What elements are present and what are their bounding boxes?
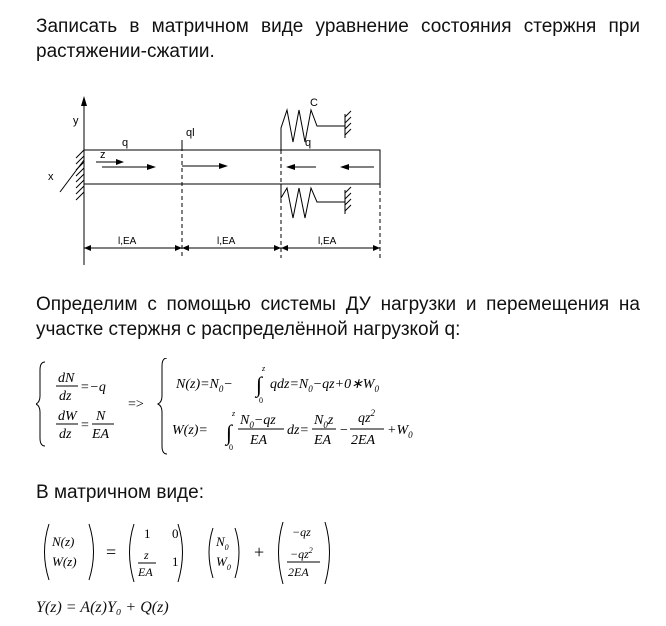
vec-N0: $N_0$ <box>216 534 229 552</box>
matrix-eq-sign: = <box>106 542 117 562</box>
frac1-numerator: $N_0-qz$ <box>240 413 276 430</box>
spring-c-label: C <box>310 97 318 109</box>
dz-denominator-1: dz <box>59 389 72 404</box>
a21-num: z <box>144 548 149 562</box>
frac3-denominator: 2EA <box>351 433 376 448</box>
vec-Nz: N(z) <box>52 534 75 549</box>
matrix-equation <box>36 520 356 588</box>
axis-x-label: x <box>48 171 54 183</box>
N-numerator: N <box>96 409 106 424</box>
axis-z-label: z <box>100 149 106 161</box>
load-ql-label: ql <box>186 127 195 139</box>
axis-y-label: y <box>73 115 79 127</box>
dW-numerator: dW <box>58 409 77 424</box>
integral-1-lower: 0 <box>259 396 263 405</box>
spring-top <box>281 110 351 150</box>
frac3-numerator: $qz^2$ <box>358 408 375 426</box>
integral-1-upper: z <box>262 364 266 373</box>
integral-1: ∫ <box>256 372 263 397</box>
ode-system <box>36 358 436 458</box>
integral-2-lower: 0 <box>229 443 233 452</box>
Nz-equation: $N(z)=N_0-$ <box>176 377 233 394</box>
load-q-right-label: q <box>305 137 312 149</box>
integral-2-upper: z <box>232 409 236 418</box>
dz-denominator-2: dz <box>59 427 72 442</box>
intro-text: Записать в матричном виде уравнение состояния стержня при растяжении-сжатии. <box>36 16 640 62</box>
frac1-denominator: EA <box>250 433 268 448</box>
load-q-left-label: q <box>122 137 129 149</box>
matrix-plus-sign: + <box>254 542 265 562</box>
final-equation: Y(z) = A(z)Y₀ + Q(z) <box>36 599 169 616</box>
a12: 0 <box>172 526 179 541</box>
implies-arrow: => <box>128 397 144 412</box>
fixed-wall <box>76 148 84 200</box>
minus-sign: − <box>340 423 348 438</box>
Nz-equation-rest: $qdz=N_0-qz+0∗W_0$ <box>270 377 379 394</box>
segment-1-label: l,EA <box>118 236 137 247</box>
dz-eq: dz= <box>287 423 309 438</box>
vec-W0: $W_0$ <box>216 554 231 572</box>
a21-den: EA <box>138 565 153 579</box>
integral-2: ∫ <box>226 420 233 445</box>
vec-Wz: W(z) <box>52 554 77 569</box>
dN-numerator: dN <box>58 371 75 386</box>
plus-W0: $+W_0$ <box>387 423 413 440</box>
segment-3-label: l,EA <box>318 236 337 247</box>
matrix-heading: В матричном виде: <box>36 482 204 503</box>
system-intro-text: Определим с помощью системы ДУ нагрузки и перемещения на участке стержня с распределённой нагрузкой q: <box>36 294 640 340</box>
Wz-label: W(z)= <box>172 423 208 438</box>
segment-2-label: l,EA <box>217 236 236 247</box>
rod-diagram <box>40 92 400 268</box>
frac2-numerator: $N_0z$ <box>314 413 334 430</box>
q-vec-2-den: 2EA <box>288 565 309 579</box>
q-vec-1: −qz <box>292 525 311 539</box>
spring-bottom <box>281 184 351 218</box>
eq-sign: = <box>81 418 89 433</box>
frac2-denominator: EA <box>314 433 332 448</box>
eq-minus-q: =−q <box>80 380 106 395</box>
q-vec-2-num: $-qz^2$ <box>290 546 313 561</box>
EA-denominator: EA <box>92 427 110 442</box>
a22: 1 <box>172 554 179 569</box>
a11: 1 <box>144 526 151 541</box>
